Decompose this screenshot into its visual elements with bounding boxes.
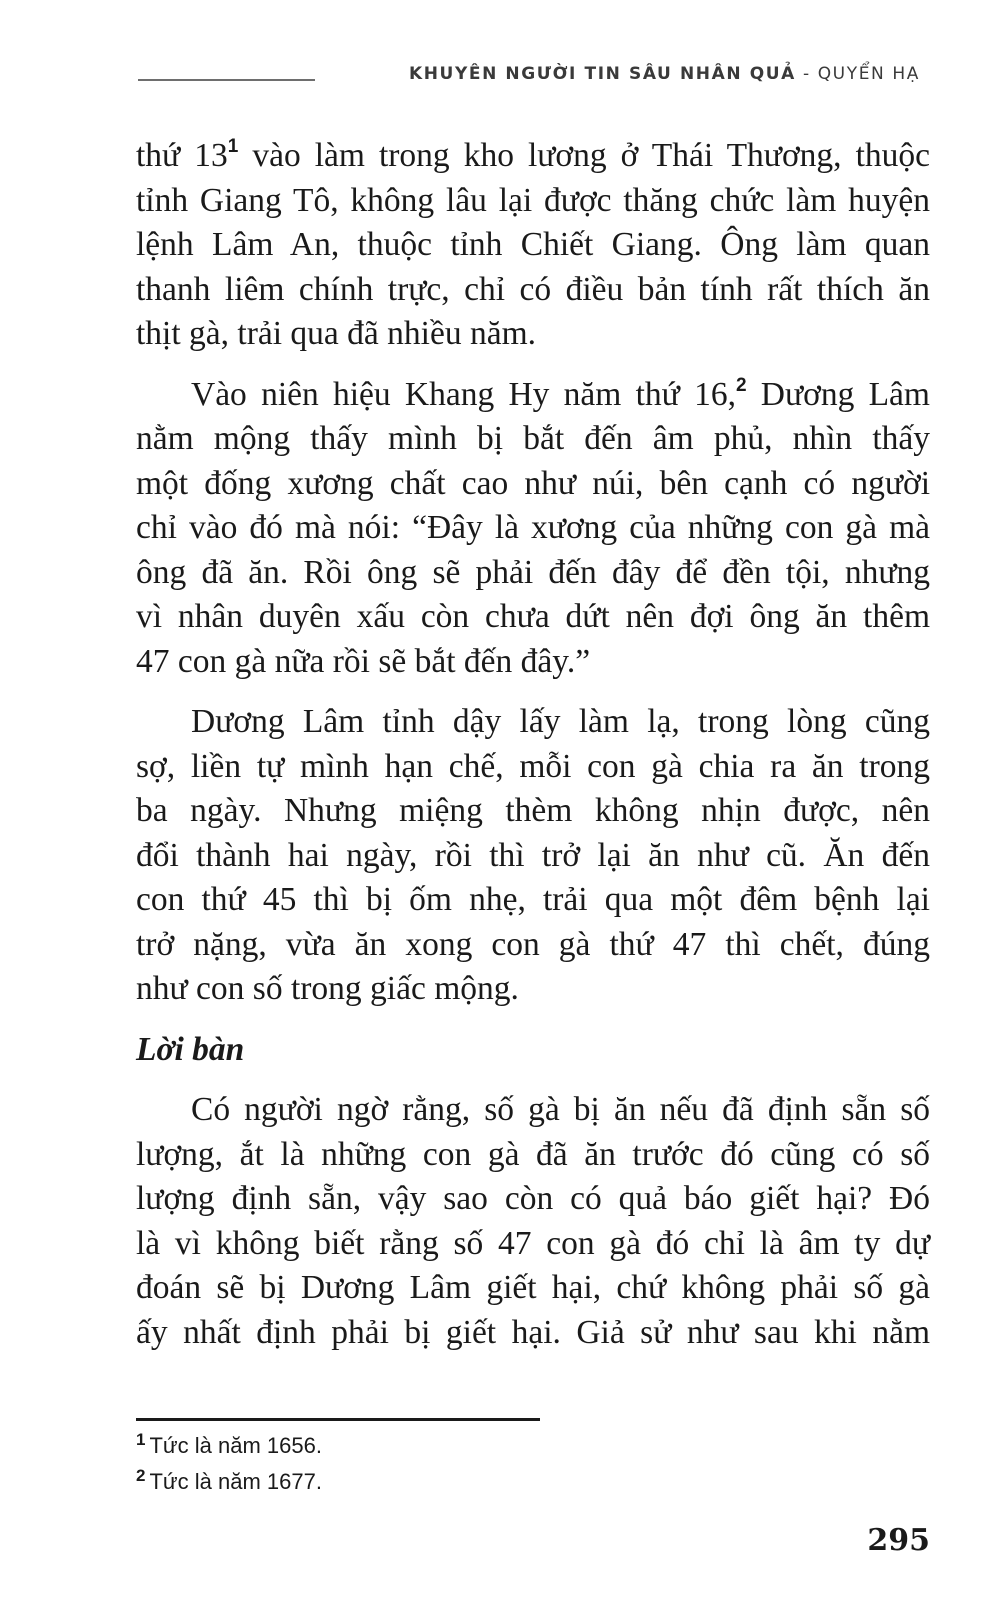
text-line: như con số trong giấc mộng.: [136, 970, 519, 1007]
running-header: [409, 64, 920, 84]
paragraph: [136, 1088, 930, 1355]
page-number: 295: [867, 1523, 930, 1558]
text-line: đổi thành hai ngày, rồi thì trở lại ăn như cũ. Ăn đến: [136, 836, 930, 874]
text-line: lệnh Lâm An, thuộc tỉnh Chiết Giang. Ông làm quan: [136, 226, 930, 263]
header-rule: [138, 79, 315, 81]
text-line: thanh liêm chính trực, chỉ có điều bản tính rất thích ăn: [136, 270, 930, 308]
footnote-mark: 1: [136, 1430, 146, 1449]
text-line: thịt gà, trải qua đã nhiều năm.: [136, 315, 537, 352]
text-line: 47 con gà nữa rồi sẽ bắt đến đây.”: [136, 642, 591, 680]
text-line: ấy nhất định phải bị giết hại. Giả sử như sau khi nằm: [136, 1313, 930, 1351]
text-line: thứ 13$^1$ vào làm trong kho lương ở Thái Thương, thuộc: [136, 136, 930, 174]
text-line: trở nặng, vừa ăn xong con gà thứ 47 thì chết, đúng: [136, 925, 930, 963]
paragraph: [136, 134, 930, 357]
paragraph: [136, 700, 930, 1012]
footnote: [136, 1464, 322, 1500]
footnote-ref: 1: [227, 136, 239, 157]
footnote-mark: 2: [136, 1466, 146, 1485]
paragraph: [136, 373, 930, 685]
text-line: một đống xương chất cao như núi, bên cạnh có người: [136, 464, 930, 502]
text-line: vì nhân duyên xấu còn chưa dứt nên đợi ông ăn thêm: [136, 598, 930, 635]
footnote: [136, 1428, 322, 1464]
text-line: lượng, ắt là những con gà đã ăn trước đó cũng có số: [136, 1135, 930, 1173]
text-line: tỉnh Giang Tô, không lâu lại được thăng chức làm huyện: [136, 181, 930, 219]
footnote-rule: [136, 1418, 540, 1421]
header-separator: -: [795, 64, 818, 84]
text-line: lượng định sẵn, vậy sao còn có quả báo giết hại? Đó: [136, 1180, 930, 1217]
footnote-text: Tức là năm 1656.: [149, 1433, 322, 1458]
text-line: con thứ 45 thì bị ốm nhẹ, trải qua một đêm bệnh lại: [136, 881, 930, 918]
footnotes: [136, 1428, 322, 1500]
text-line: ba ngày. Nhưng miệng thèm không nhịn được, nên: [136, 792, 930, 829]
main-text: [136, 134, 930, 1371]
text-line: sợ, liền tự mình hạn chế, mỗi con gà chia ra ăn trong: [136, 747, 930, 785]
text-line: Vào niên hiệu Khang Hy năm thứ 16,$^2$ Dương Lâm: [191, 374, 930, 413]
book-title: KHUYÊN NGƯỜI TIN SÂU NHÂN QUẢ: [408, 64, 796, 84]
text-line: đoán sẽ bị Dương Lâm giết hại, chứ không phải số gà: [136, 1269, 930, 1306]
text-line: Có người ngờ rằng, số gà bị ăn nếu đã định sẵn số: [191, 1091, 930, 1128]
footnote-ref: 2: [735, 374, 747, 396]
text-line: ông đã ăn. Rồi ông sẽ phải đến đây để đền tội, nhưng: [136, 553, 930, 591]
footnote-text: Tức là năm 1677.: [149, 1469, 322, 1494]
text-line: chỉ vào đó mà nói: “Đây là xương của những con gà mà: [136, 509, 930, 546]
text-line: là vì không biết rằng số 47 con gà đó chỉ là âm ty dự: [136, 1224, 930, 1262]
text-line: Dương Lâm tỉnh dậy lấy làm lạ, trong lòng cũng: [191, 703, 930, 740]
section-title: Lời bàn: [136, 1030, 245, 1068]
text-line: nằm mộng thấy mình bị bắt đến âm phủ, nhìn thấy: [136, 420, 930, 457]
volume-label: QUYỂN HẠ: [817, 64, 920, 84]
